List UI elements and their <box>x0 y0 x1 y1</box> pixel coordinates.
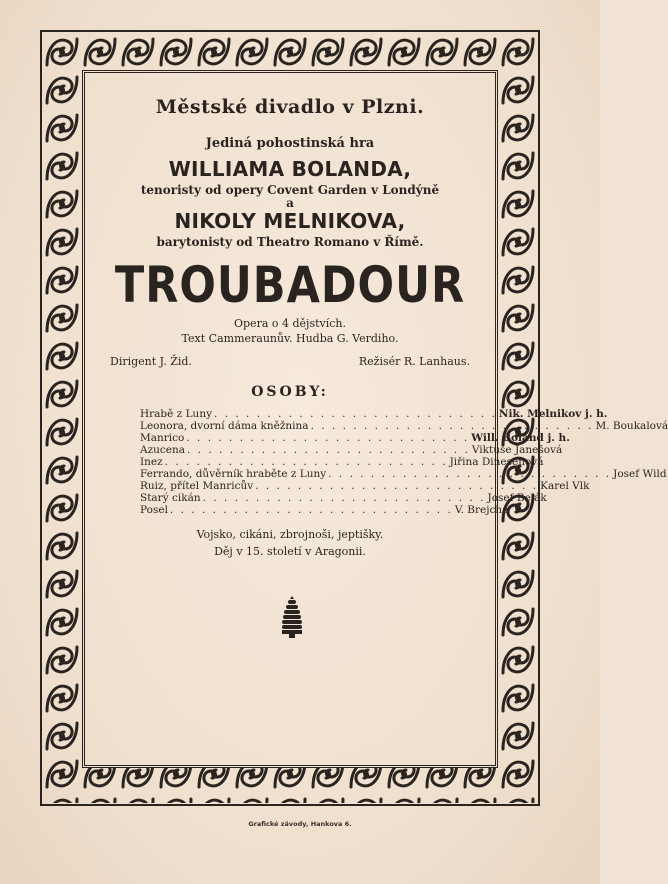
cast-role: Starý cikán <box>140 492 201 504</box>
director: Režisér R. Lanhaus. <box>358 355 470 368</box>
cast-actor: Josef Belák <box>487 492 547 504</box>
cast-role: Inez <box>140 456 163 468</box>
leader-dots: . . . . . . . . . . . . . . . . . . . . . . . . . . . <box>214 408 497 420</box>
cast-role: Posel <box>140 504 168 516</box>
leader-dots: . . . . . . . . . . . . . . . . . . . . . . . . . . . <box>310 420 594 432</box>
credits-row <box>110 355 470 368</box>
cast-actor: Jiřina Dinesenová <box>449 456 544 468</box>
cast-list <box>140 408 668 516</box>
cast-row <box>140 492 547 504</box>
opera-title: TROUBADOUR <box>114 257 466 315</box>
cast-row <box>140 480 590 492</box>
subtitle: Jediná pohostinská hra <box>205 136 375 151</box>
cast-row <box>140 420 668 432</box>
authors: Text Cammeraunův. Hudba G. Verdiho. <box>181 332 399 345</box>
leader-dots: . . . . . . . . . . . . . . . . . . . . . . . . . . . <box>202 492 486 504</box>
cast-row <box>140 408 608 420</box>
cast-actor: Karel Vlk <box>540 480 590 492</box>
genre: Opera o 4 dějstvích. <box>234 317 346 330</box>
cast-role: Ferrando, důvěrník hraběte z Luny <box>140 468 327 480</box>
leader-dots: . . . . . . . . . . . . . . . . . . . . . . . . . . . <box>255 480 539 492</box>
printer-credit: Grafické závody, Hankova 6. <box>248 819 352 828</box>
cast-actor: Josef Wild <box>613 468 667 480</box>
conjunction: a <box>286 196 294 210</box>
cast-actor: Will. Boland j. h. <box>471 432 570 444</box>
cast-row <box>140 504 509 516</box>
cast-actor: V. Brejcha <box>454 504 509 516</box>
cast-actor: Nik. Melnikov j. h. <box>498 408 608 420</box>
cast-role: Leonora, dvorní dáma kněžnina <box>140 420 309 432</box>
cast-row <box>140 468 667 480</box>
performer-2-name: NIKOLY MELNIKOVA, <box>174 209 406 233</box>
extras: Vojsko, cikáni, zbrojnoši, jeptišky. <box>196 528 384 541</box>
leader-dots: . . . . . . . . . . . . . . . . . . . . . . . . . . . <box>187 444 470 456</box>
cast-role: Ruiz, přítel Manricův <box>140 480 254 492</box>
performer-2-description: barytonisty od Theatro Romano v Římě. <box>156 235 424 249</box>
cast-role: Azucena <box>140 444 185 456</box>
cast-row <box>140 432 570 444</box>
program-content <box>92 96 668 558</box>
performer-1-description: tenoristy od opery Covent Garden v Londýně <box>140 183 440 197</box>
beehive-emblem-icon <box>279 594 305 640</box>
cast-actor: Viktuše Janešová <box>471 444 563 456</box>
performer-1-name: WILLIAMA BOLANDA, <box>168 157 412 181</box>
cast-role: Manrico <box>140 432 185 444</box>
conductor: Dirigent J. Žid. <box>110 355 192 368</box>
cast-heading: OSOBY: <box>251 384 329 400</box>
cast-row <box>140 444 563 456</box>
theatre-name: Městské divadlo v Plzni. <box>155 96 425 118</box>
leader-dots: . . . . . . . . . . . . . . . . . . . . . . . . . . . <box>328 468 612 480</box>
leader-dots: . . . . . . . . . . . . . . . . . . . . . . . . . . . <box>164 456 448 468</box>
setting: Děj v 15. století v Aragonii. <box>214 545 366 558</box>
cast-row <box>140 456 544 468</box>
cast-role: Hrabě z Luny <box>140 408 213 420</box>
leader-dots: . . . . . . . . . . . . . . . . . . . . . . . . . . . <box>186 432 470 444</box>
cast-actor: M. Boukalová <box>595 420 668 432</box>
leader-dots: . . . . . . . . . . . . . . . . . . . . . . . . . . . <box>169 504 453 516</box>
